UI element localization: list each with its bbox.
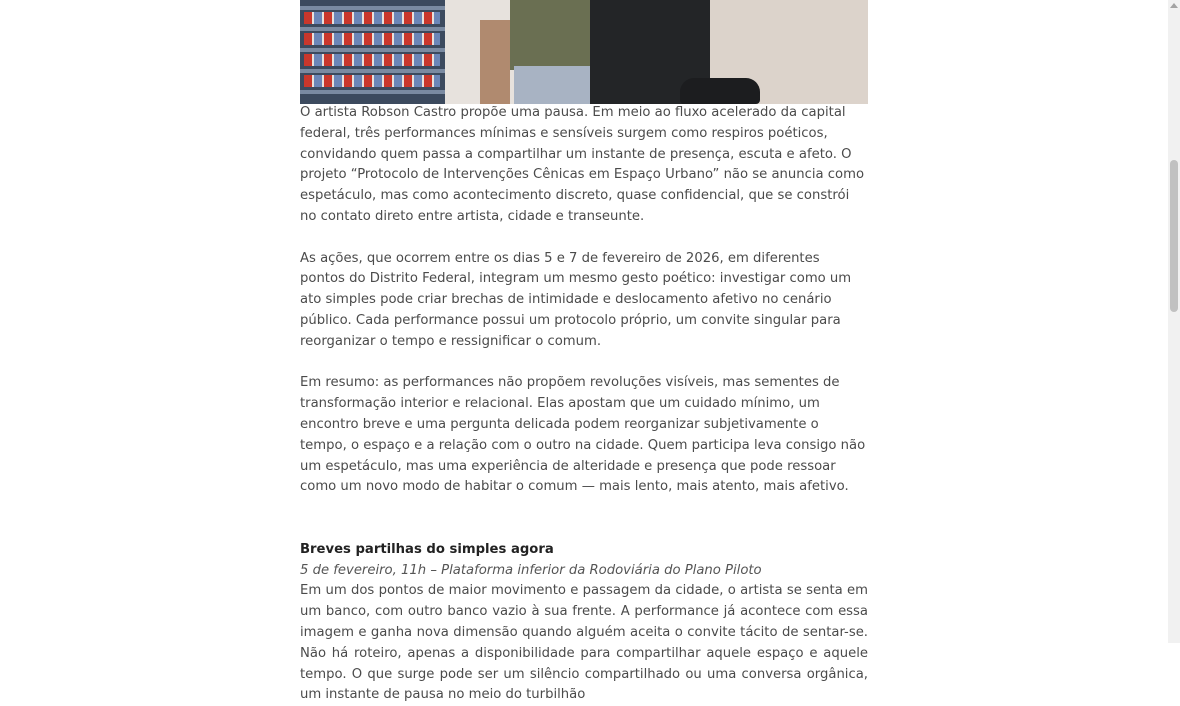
article-body	[300, 103, 868, 706]
scrollbar-thumb[interactable]	[1170, 160, 1178, 312]
market-shelf	[300, 0, 445, 104]
article-paragraph-3: Em resumo: as performances não propõem revoluções visíveis, mas sementes de transformação interior e relacional. Elas apostam que um cuidado mínimo, um encontro breve e uma pergunta delicada podem reorganizar subjetivamente o tempo, o espaço e a relação com o outro na cidade. Quem participa leva consigo não um espetáculo, mas uma experiência de alteridade e presença que pode ressoar como um novo modo de habitar o comum — mais lento, mais atento, mais afetivo.	[300, 375, 866, 495]
article-paragraph-1: O artista Robson Castro propõe uma pausa. Em meio ao fluxo acelerado da capital federal, três performances mínimas e sensíveis surgem como respiros poéticos, convidando quem passa a compartilhar um instante de presença, escuta e afeto. O projeto “Protocolo de Intervenções Cênicas em Espaço Urbano” não se anuncia como espetáculo, mas como acontecimento discreto, quase confidencial, que se constrói no contato direto entre artista, cidade e transeunte.	[300, 105, 865, 224]
section-title: Breves partilhas do simples agora	[300, 541, 554, 557]
scroll-up-arrow-icon[interactable]	[1170, 3, 1178, 8]
person-arm	[480, 20, 510, 104]
section-body: Em um dos pontos de maior movimento e passagem da cidade, o artista se senta em um banco, com outro banco vazio à sua frente. A performance já acontece com essa imagem e ganha nova dimensão quando alguém aceita o convite tácito de sentar-se. Não há roteiro, apenas a disponibilidade para compartilhar aquele espaço e aquele tempo. O que surge pode ser um silêncio compartilhado ou uma conversa orgânica, um instante de pausa no meio do turbilhão	[300, 583, 868, 703]
article-paragraph-2: As ações, que ocorrem entre os dias 5 e 7 de fevereiro de 2026, em diferentes pontos do Distrito Federal, integram um mesmo gesto poético: investigar como um ato simples pode criar brechas de intimidade e deslocamento afetivo no cenário público. Cada performance possui um protocolo próprio, um convite singular para reorganizar o tempo e ressignificar o comum.	[300, 250, 852, 349]
article-hero-image	[300, 0, 868, 104]
section-date: 5 de fevereiro, 11h – Plataforma inferior da Rodoviária do Plano Piloto	[300, 562, 762, 578]
section-spacer	[300, 519, 868, 540]
vertical-scrollbar[interactable]	[1168, 0, 1180, 643]
bag	[680, 78, 760, 104]
